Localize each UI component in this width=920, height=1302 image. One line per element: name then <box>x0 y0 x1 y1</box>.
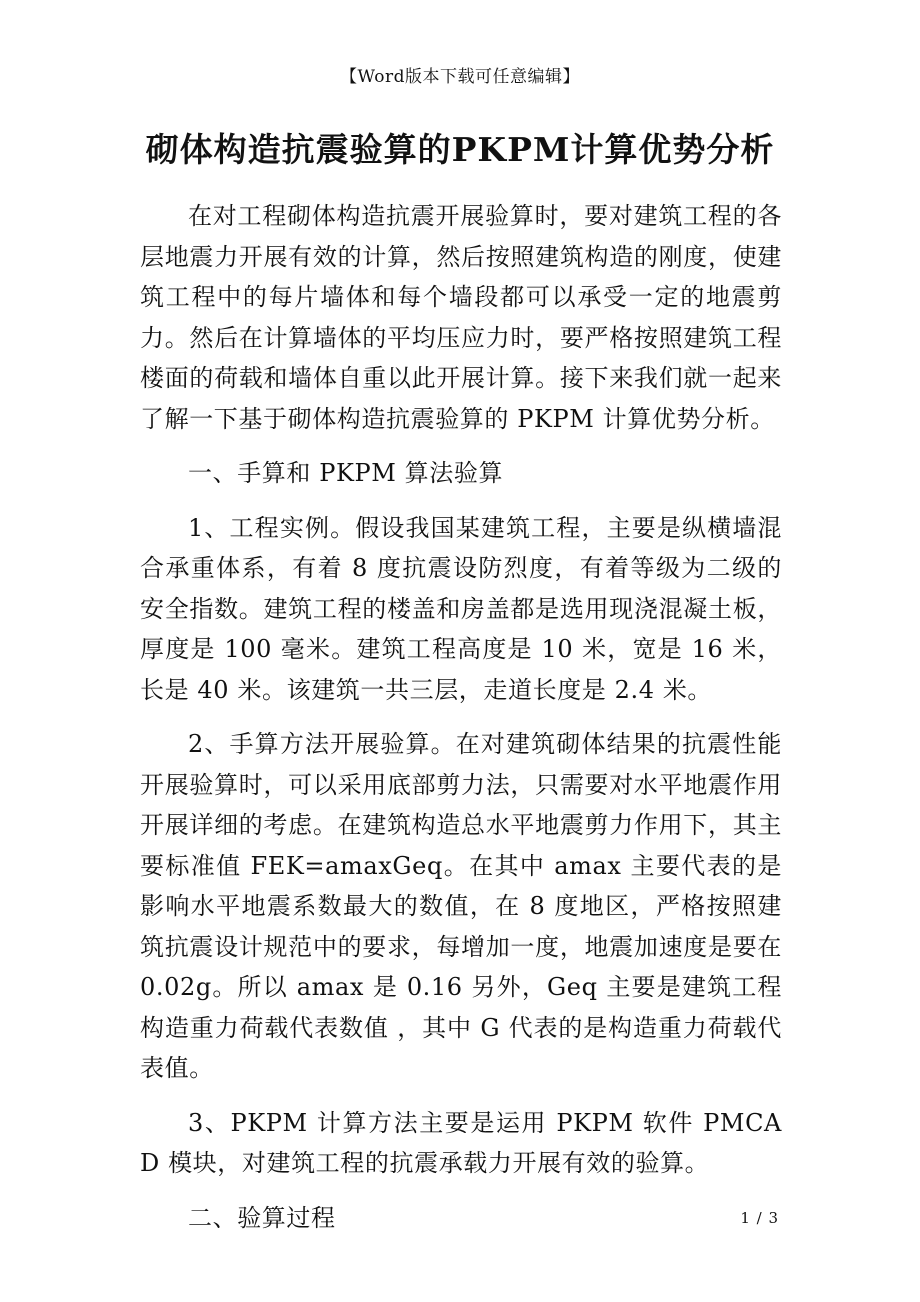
paragraph-engineering-example: 1、工程实例。假设我国某建筑工程，主要是纵横墙混合承重体系，有着 8 度抗震设防烈度，有着等级为二级的安全指数。建筑工程的楼盖和房盖都是选用现浇混凝土板，厚度是 100 毫米。建筑工程高度是 10 米，宽是 16 米，长是 40 米。该建筑一共三层，走道长度是 2.4 米。 <box>140 513 782 704</box>
section-heading-2: 二、验算过程 <box>188 1203 336 1232</box>
paragraph-manual-calculation: 2、手算方法开展验算。在对建筑砌体结果的抗震性能开展验算时，可以采用底部剪力法，只需要对水平地震作用开展详细的考虑。在建筑构造总水平地震剪力作用下，其主要标准值 FEK=amaxGeq。在其中 amax 主要代表的是影响水平地震系数最大的数值，在 8 度地区，严格按照建筑抗震设计规范中的要求，每增加一度，地震加速度是要在 0.02g。所以 amax 是 0.16 另外，Geq 主要是建筑工程构造重力荷载代表数值 ，其中 G 代表的是构造重力荷载代表值。 <box>140 730 782 1082</box>
section-heading-1: 一、手算和 PKPM 算法验算 <box>188 459 504 487</box>
header-note: 【Word版本下载可任意编辑】 <box>339 67 581 87</box>
paragraph-pkpm-method: 3、PKPM 计算方法主要是运用 PKPM 软件 PMCAD 模块，对建筑工程的抗震承载力开展有效的验算。 <box>140 1108 782 1177</box>
intro-paragraph: 在对工程砌体构造抗震开展验算时，要对建筑工程的各层地震力开展有效的计算，然后按照建筑构造的刚度，使建筑工程中的每片墙体和每个墙段都可以承受一定的地震剪力。然后在计算墙体的平均压应力时，要严格按照建筑工程楼面的荷载和墙体自重以此开展计算。接下来我们就一起来了解一下基于砌体构造抗震验算的 PKPM 计算优势分析。 <box>140 202 782 433</box>
document-title: 砌体构造抗震验算的PKPM计算优势分析 <box>145 130 775 169</box>
document-body <box>140 196 782 1252</box>
page-number: 1 / 3 <box>740 1209 779 1227</box>
